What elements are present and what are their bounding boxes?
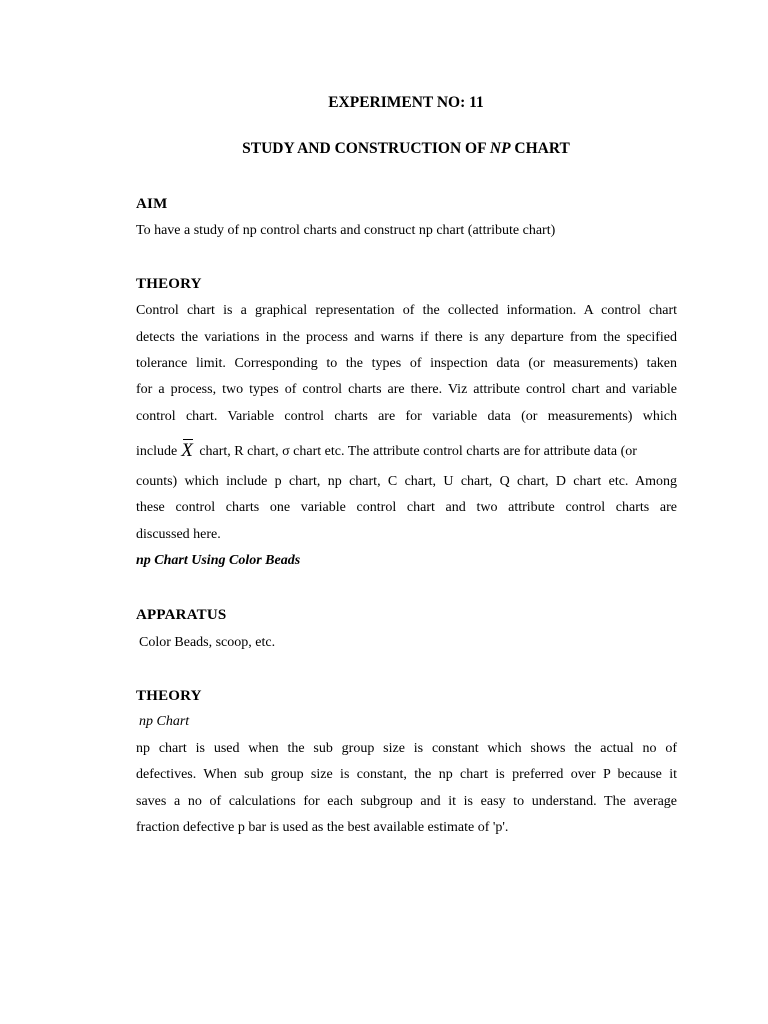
theory-line: control chart. Variable control charts are for variable data (or measurements) which <box>136 409 677 424</box>
theory-heading: THEORY <box>136 276 202 292</box>
aim-text: To have a study of np control charts and construct np chart (attribute chart) <box>136 223 556 238</box>
section-subtitle: np Chart Using Color Beads <box>136 553 301 568</box>
np-line: saves a no of calculations for each subgroup and it is easy to understand. The average <box>136 794 677 809</box>
apparatus-heading: APPARATUS <box>136 607 227 623</box>
theory2-heading: THEORY <box>136 688 202 704</box>
theory-line: Control chart is a graphical representation of the collected information. A control chart <box>136 303 677 318</box>
np-line: np chart is used when the sub group size is constant which shows the actual no of <box>136 741 677 756</box>
theory-line-start: include <box>136 444 178 459</box>
theory-line: for a process, two types of control charts are there. Viz attribute control chart and variable <box>136 382 677 397</box>
theory-line-rest: chart, R chart, σ chart etc. The attribute control charts are for attribute data (or <box>195 444 637 459</box>
aim-heading: AIM <box>136 196 168 212</box>
experiment-number: EXPERIMENT NO: 11 <box>328 94 484 111</box>
theory-line: counts) which include p chart, np chart, C chart, U chart, Q chart, D chart etc. Among <box>136 474 677 489</box>
np-chart-subheading: np Chart <box>139 714 190 729</box>
theory-line: discussed here. <box>136 527 221 542</box>
title-emphasis: NP <box>489 140 511 157</box>
title-prefix: STUDY AND CONSTRUCTION OF <box>242 140 490 157</box>
theory-line-with-symbol <box>136 441 677 460</box>
np-line: defectives. When sub group size is constant, the np chart is preferred over P because it <box>136 767 677 782</box>
title-suffix: CHART <box>510 140 570 157</box>
np-line: fraction defective p bar is used as the best available estimate of 'p'. <box>136 820 509 835</box>
apparatus-text: Color Beads, scoop, etc. <box>139 635 276 650</box>
page-title <box>0 140 768 158</box>
x-bar-symbol: X <box>181 440 193 461</box>
theory-line: tolerance limit. Corresponding to the types of inspection data (or measurements) taken <box>136 356 677 371</box>
theory-line: detects the variations in the process and warns if there is any departure from the specified <box>136 330 677 345</box>
theory-line: these control charts one variable control chart and two attribute control charts are <box>136 500 677 515</box>
